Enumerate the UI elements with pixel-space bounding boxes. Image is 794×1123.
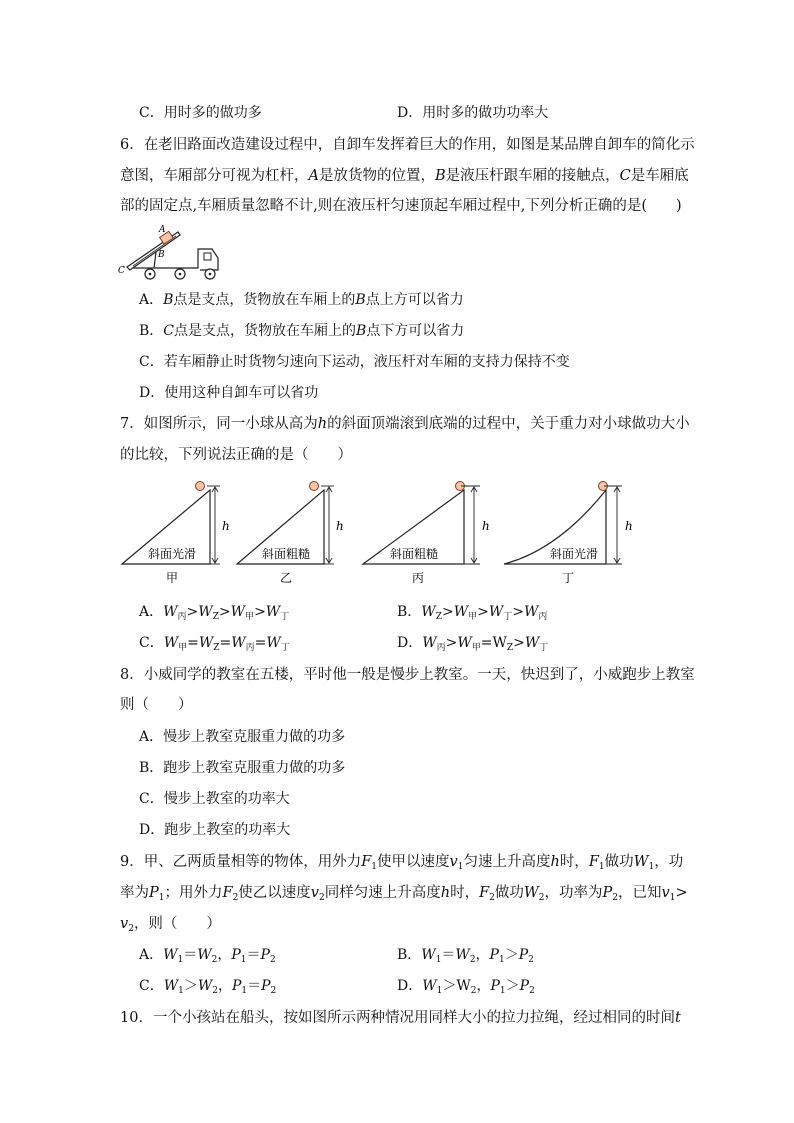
svg-text:h: h: [482, 519, 490, 533]
incline-bing: [363, 482, 490, 586]
q10-text-line1: 10．一个小孩站在船头，按如图所示两种情况用同样大小的拉力拉绳，经过相同的时间t: [120, 1010, 681, 1026]
svg-text:h: h: [222, 519, 230, 533]
svg-text:斜面粗糙: 斜面粗糙: [390, 547, 439, 561]
q8-option-d: D．跑步上教室的功率大: [139, 822, 291, 838]
dump-truck-figure: [118, 222, 226, 282]
q6-text-line2: 意图，车厢部分可视为杠杆，A是放货物的位置，B是液压杆跟车厢的接触点，C是车厢底: [120, 168, 689, 184]
q9-text-line2: 率为$P_1$；用外力$F_2$使乙以速度$v_2$同样匀速上升高度h时，$F_2$做功$W_2$，功率为$P_2$，已知$v_1>$: [120, 885, 688, 903]
q8-text-line1: 8．小威同学的教室在五楼，平时他一般是慢步上教室。一天，快迟到了，小威跑步上教室: [120, 667, 695, 683]
q8-text-line2: 则（ ）: [120, 697, 193, 713]
q5-option-c: C．用时多的做功多: [139, 105, 262, 121]
fig-label-a: A: [159, 225, 166, 235]
q6-option-c: C．若车厢静止时货物匀速向下运动，液压杆对车厢的支持力保持不变: [139, 354, 570, 370]
fig-label-c: C: [118, 266, 125, 276]
q9-text-line3: $v_2$，则（ ）: [120, 916, 221, 934]
q7-text-line1: 7．如图所示，同一小球从高为h的斜面顶端滚到底端的过程中，关于重力对小球做功大小: [120, 416, 690, 432]
svg-text:丁: 丁: [562, 571, 575, 585]
q9-option-c: C．$W_1>W_2$，$P_1=P_2$: [139, 978, 277, 996]
incline-jia: [122, 482, 230, 586]
svg-text:甲: 甲: [166, 571, 179, 585]
q9-option-b: B．$W_1=W_2$，$P_1>P_2$: [397, 947, 534, 965]
q6-text-line1: 6．在老旧路面改造建设过程中，自卸车发挥着巨大的作用，如图是某品牌自卸车的简化示: [120, 137, 695, 153]
q8-option-b: B．跑步上教室克服重力做的功多: [139, 760, 346, 776]
q5-option-d: D．用时多的做功功率大: [397, 105, 549, 121]
q7-option-a: A．$W_丙>W_Z>W_甲>W_丁$: [139, 604, 290, 622]
svg-text:斜面光滑: 斜面光滑: [148, 547, 197, 561]
q7-option-d: D．$W_丙>W_甲=W_Z>W_丁$: [397, 635, 549, 653]
q6-text-line3: 部的固定点,车厢质量忽略不计,则在液压杆匀速顶起车厢过程中,下列分析正确的是( ): [120, 198, 682, 214]
svg-text:斜面光滑: 斜面光滑: [550, 547, 599, 561]
incline-yi: [237, 482, 344, 586]
fig-label-b: B: [158, 250, 165, 260]
q7-option-c: C．$W_甲=W_Z=W_丙=W_丁$: [139, 635, 290, 653]
q6-option-b: B．C点是支点，货物放在车厢上的B点下方可以省力: [139, 323, 465, 339]
q9-option-a: A．$W_1=W_2$，$P_1=P_2$: [139, 947, 276, 965]
q8-option-c: C．慢步上教室的功率大: [139, 791, 290, 807]
svg-text:斜面粗糙: 斜面粗糙: [262, 547, 311, 561]
q6-option-d: D．使用这种自卸车可以省功: [139, 385, 319, 401]
q9-text-line1: 9．甲、乙两质量相等的物体，用外力$F_1$使甲以速度$v_1$匀速上升高度h时，$F_1$做功$W_1$，功: [120, 854, 684, 872]
svg-text:h: h: [336, 519, 344, 533]
q6-option-a: A．B点是支点，货物放在车厢上的B点上方可以省力: [139, 292, 464, 308]
inclines-figure: [118, 478, 638, 590]
incline-ding: [504, 482, 633, 586]
q7-text-line2: 的比较，下列说法正确的是（ ）: [120, 447, 352, 463]
svg-text:乙: 乙: [280, 571, 293, 585]
q7-option-b: B．$W_Z>W_甲>W_丁>W_丙$: [397, 604, 548, 622]
q8-option-a: A．慢步上教室克服重力做的功多: [139, 729, 346, 745]
svg-text:丙: 丙: [412, 571, 425, 585]
svg-text:h: h: [625, 519, 633, 533]
q9-option-d: D．$W_1>W_2$，$P_1>P_2$: [397, 978, 535, 996]
